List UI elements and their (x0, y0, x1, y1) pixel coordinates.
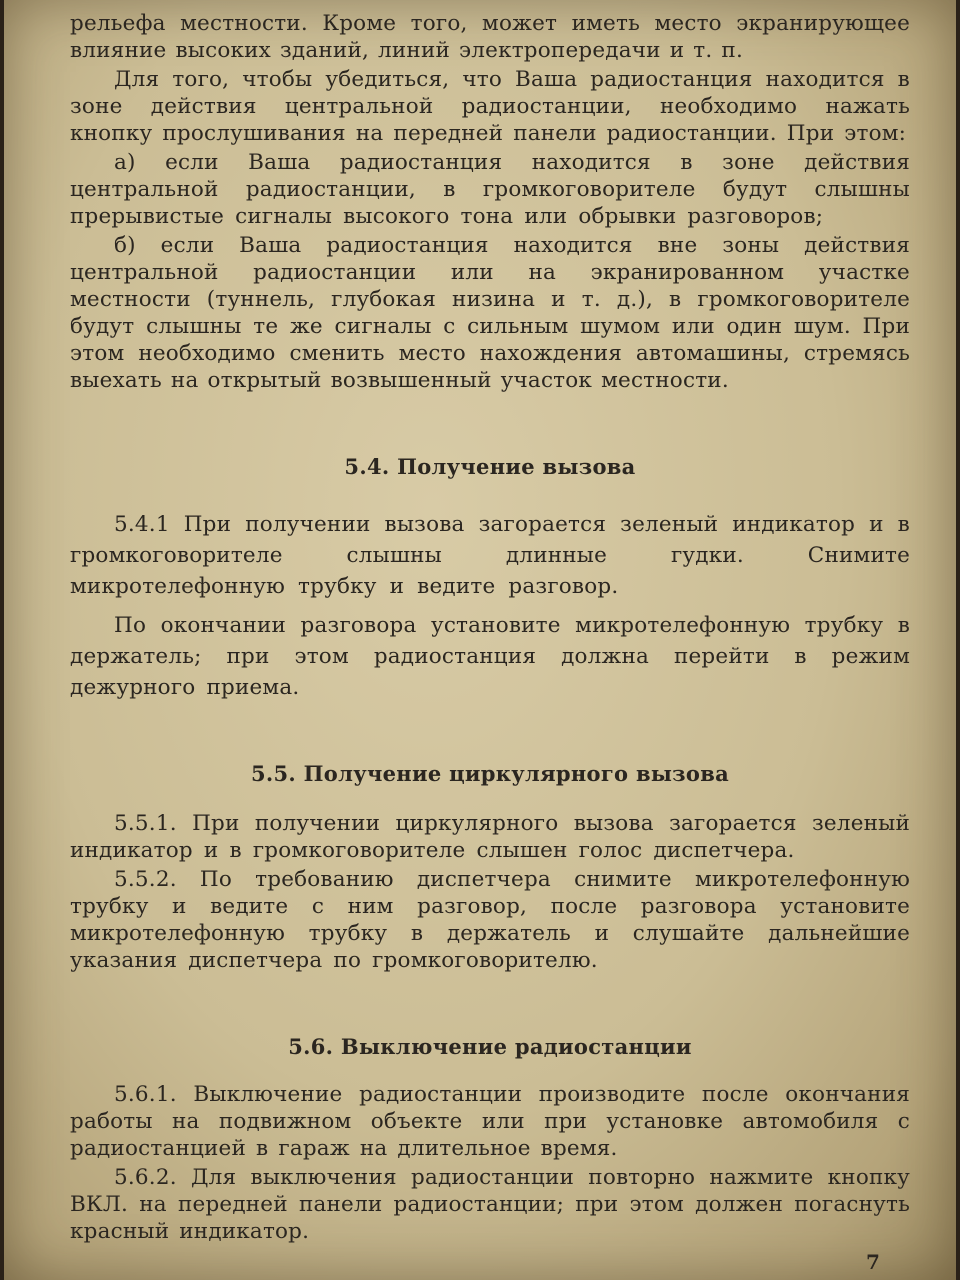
list-item-b: б) если Ваша радиостанция находится вне зоны действия центральной радиостанции или на экранированном участке местности (туннель, глубокая низина и т. д.), в громкоговорителе будут слышны те же сигналы с сильным шумом или один шум. При этом необходимо сменить место нахождения автомашины, стремясь выехать на открытый возвышенный участок местности. (70, 233, 910, 393)
paragraph-5-6-1: 5.6.1. Выключение радиостанции производите после окончания работы на подвижном объекте или при установке автомобиля с радиостанцией в гараж на длительное время. (70, 1082, 910, 1161)
paragraph-zone-check: Для того, чтобы убедиться, что Ваша радиостанция находится в зоне действия центральной радиостанции, необходимо нажать кнопку прослушивания на передней панели радиостанции. При этом: (70, 67, 910, 146)
page-number: 7 (866, 1250, 880, 1274)
section-heading-5-5: 5.5. Получение циркулярного вызова (251, 761, 729, 786)
paragraph-5-6-2: 5.6.2. Для выключения радиостанции повторно нажмите кнопку ВКЛ. на передней панели радиостанции; при этом должен погаснуть красный индикатор. (70, 1165, 910, 1244)
section-heading-5-6: 5.6. Выключение радиостанции (288, 1034, 692, 1059)
book-page (4, 0, 956, 1280)
page-text (70, 10, 910, 1245)
paragraph-5-5-2: 5.5.2. По требованию диспетчера снимите микротелефонную трубку и ведите с ним разговор, после разговора установите микротелефонную трубку в держатель и слушайте дальнейшие указания диспетчера по громкоговорителю. (70, 867, 910, 973)
paragraph-5-4-2: По окончании разговора установите микротелефонную трубку в держатель; при этом радиостанция должна перейти в режим дежурного приема. (70, 613, 910, 700)
list-item-a: а) если Ваша радиостанция находится в зоне действия центральной радиостанции, в громкоговорителе будут слышны прерывистые сигналы высокого тона или обрывки разговоров; (70, 150, 910, 229)
section-heading-5-4: 5.4. Получение вызова (344, 454, 636, 479)
paragraph-5-5-1: 5.5.1. При получении циркулярного вызова загорается зеленый индикатор и в громкоговорителе слышен голос диспетчера. (70, 811, 910, 863)
paragraph-continuation: рельефа местности. Кроме того, может иметь место экранирующее влияние высоких зданий, линий электропередачи и т. п. (70, 11, 910, 63)
paragraph-5-4-1: 5.4.1 При получении вызова загорается зеленый индикатор и в громкоговорителе слышны длинные гудки. Снимите микротелефонную трубку и ведите разговор. (70, 512, 910, 599)
